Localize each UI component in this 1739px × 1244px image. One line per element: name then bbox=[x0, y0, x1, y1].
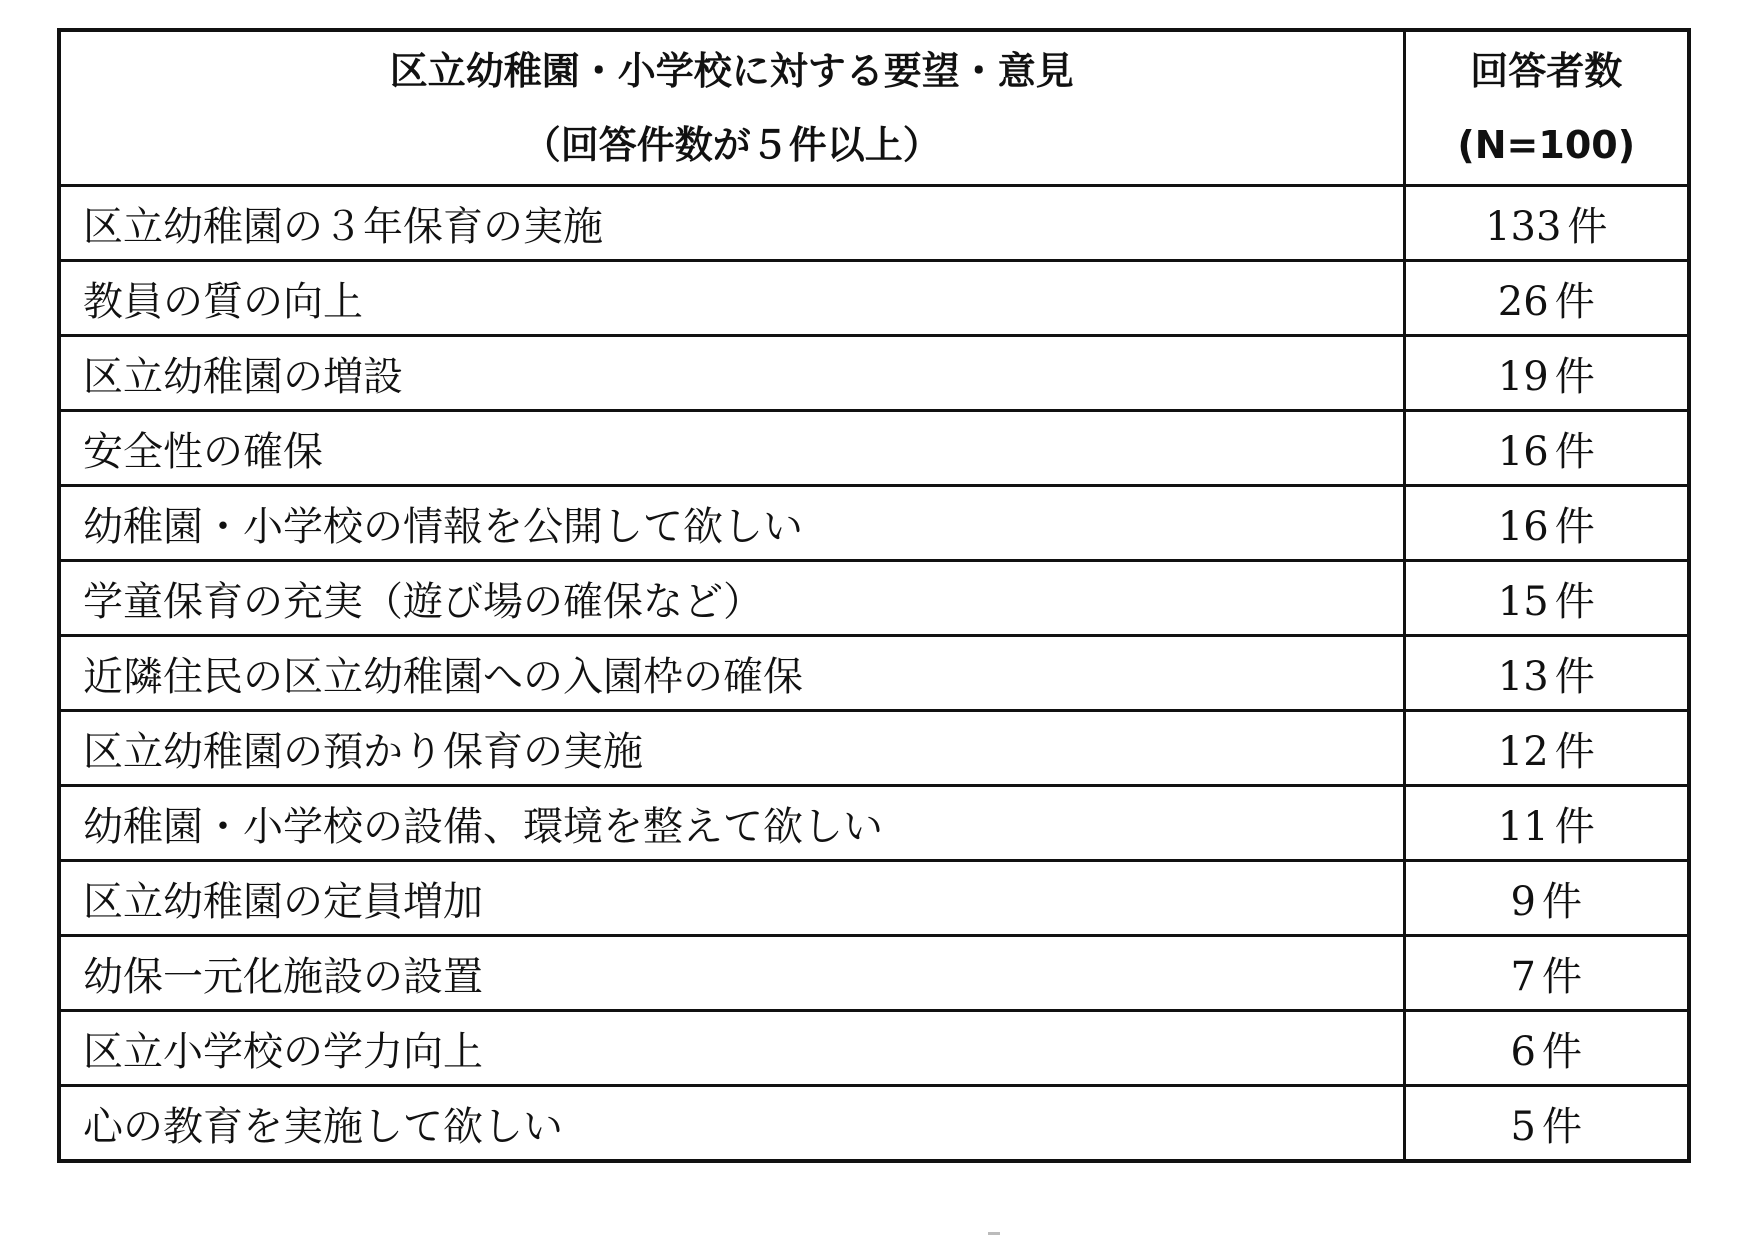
response-count-cell bbox=[1404, 261, 1689, 336]
table-header-row bbox=[59, 30, 1689, 186]
table-row bbox=[59, 486, 1689, 561]
response-count-cell bbox=[1404, 711, 1689, 786]
count-unit: 件 bbox=[1554, 353, 1595, 400]
item-header-title: 区立幼稚園・小学校に対する要望・意見 bbox=[389, 49, 1074, 93]
response-count: 26 bbox=[1497, 278, 1549, 325]
table-row bbox=[59, 336, 1689, 411]
response-count: 7 bbox=[1510, 953, 1536, 1000]
count-unit: 件 bbox=[1554, 653, 1595, 700]
table-body bbox=[59, 186, 1689, 1162]
count-unit: 件 bbox=[1541, 878, 1582, 925]
table-row bbox=[59, 1086, 1689, 1162]
response-count: 16 bbox=[1497, 428, 1549, 475]
count-unit: 件 bbox=[1541, 953, 1582, 1000]
item-header-subtitle: （回答件数が５件以上） bbox=[522, 123, 941, 167]
response-item: 区立幼稚園の３年保育の実施 bbox=[59, 186, 1404, 261]
response-count-cell bbox=[1404, 861, 1689, 936]
response-count-cell bbox=[1404, 636, 1689, 711]
response-count: 5 bbox=[1510, 1103, 1536, 1150]
response-count-cell bbox=[1404, 336, 1689, 411]
count-column-header bbox=[1404, 30, 1689, 186]
response-item: 区立幼稚園の増設 bbox=[59, 336, 1404, 411]
count-unit: 件 bbox=[1554, 728, 1595, 775]
count-unit: 件 bbox=[1554, 278, 1595, 325]
response-item: 区立小学校の学力向上 bbox=[59, 1011, 1404, 1086]
table-row bbox=[59, 261, 1689, 336]
table-row bbox=[59, 186, 1689, 261]
response-item: 近隣住民の区立幼稚園への入園枠の確保 bbox=[59, 636, 1404, 711]
scan-mark bbox=[988, 1232, 1000, 1235]
table-row bbox=[59, 786, 1689, 861]
response-count-cell bbox=[1404, 1086, 1689, 1162]
response-item: 教員の質の向上 bbox=[59, 261, 1404, 336]
response-count-cell bbox=[1404, 1011, 1689, 1086]
response-count: 11 bbox=[1497, 803, 1549, 850]
item-column-header bbox=[59, 30, 1404, 186]
response-item: 幼稚園・小学校の情報を公開して欲しい bbox=[59, 486, 1404, 561]
count-header-title: 回答者数 bbox=[1470, 49, 1623, 93]
survey-table-container bbox=[57, 28, 1687, 1163]
count-unit: 件 bbox=[1567, 203, 1608, 250]
count-unit: 件 bbox=[1554, 503, 1595, 550]
response-count: 19 bbox=[1497, 353, 1549, 400]
response-item: 学童保育の充実（遊び場の確保など） bbox=[59, 561, 1404, 636]
response-count: 9 bbox=[1510, 878, 1536, 925]
table-row bbox=[59, 1011, 1689, 1086]
response-count: 15 bbox=[1497, 578, 1549, 625]
response-count-cell bbox=[1404, 561, 1689, 636]
count-unit: 件 bbox=[1554, 578, 1595, 625]
response-count: 133 bbox=[1485, 203, 1562, 250]
response-count: 16 bbox=[1497, 503, 1549, 550]
response-count-cell bbox=[1404, 786, 1689, 861]
response-count-cell bbox=[1404, 486, 1689, 561]
count-unit: 件 bbox=[1541, 1103, 1582, 1150]
survey-table bbox=[57, 28, 1691, 1163]
table-row bbox=[59, 861, 1689, 936]
table-row bbox=[59, 636, 1689, 711]
count-unit: 件 bbox=[1554, 428, 1595, 475]
table-row bbox=[59, 711, 1689, 786]
response-count: 12 bbox=[1497, 728, 1549, 775]
count-unit: 件 bbox=[1554, 803, 1595, 850]
response-item: 幼稚園・小学校の設備、環境を整えて欲しい bbox=[59, 786, 1404, 861]
table-row bbox=[59, 561, 1689, 636]
response-item: 区立幼稚園の定員増加 bbox=[59, 861, 1404, 936]
count-header-subtitle: (N=100) bbox=[1457, 123, 1636, 167]
table-row bbox=[59, 936, 1689, 1011]
response-count: 13 bbox=[1497, 653, 1549, 700]
response-count-cell bbox=[1404, 936, 1689, 1011]
response-count: 6 bbox=[1510, 1028, 1536, 1075]
response-item: 心の教育を実施して欲しい bbox=[59, 1086, 1404, 1162]
response-count-cell bbox=[1404, 186, 1689, 261]
table-row bbox=[59, 411, 1689, 486]
response-count-cell bbox=[1404, 411, 1689, 486]
response-item: 区立幼稚園の預かり保育の実施 bbox=[59, 711, 1404, 786]
response-item: 安全性の確保 bbox=[59, 411, 1404, 486]
count-unit: 件 bbox=[1541, 1028, 1582, 1075]
response-item: 幼保一元化施設の設置 bbox=[59, 936, 1404, 1011]
